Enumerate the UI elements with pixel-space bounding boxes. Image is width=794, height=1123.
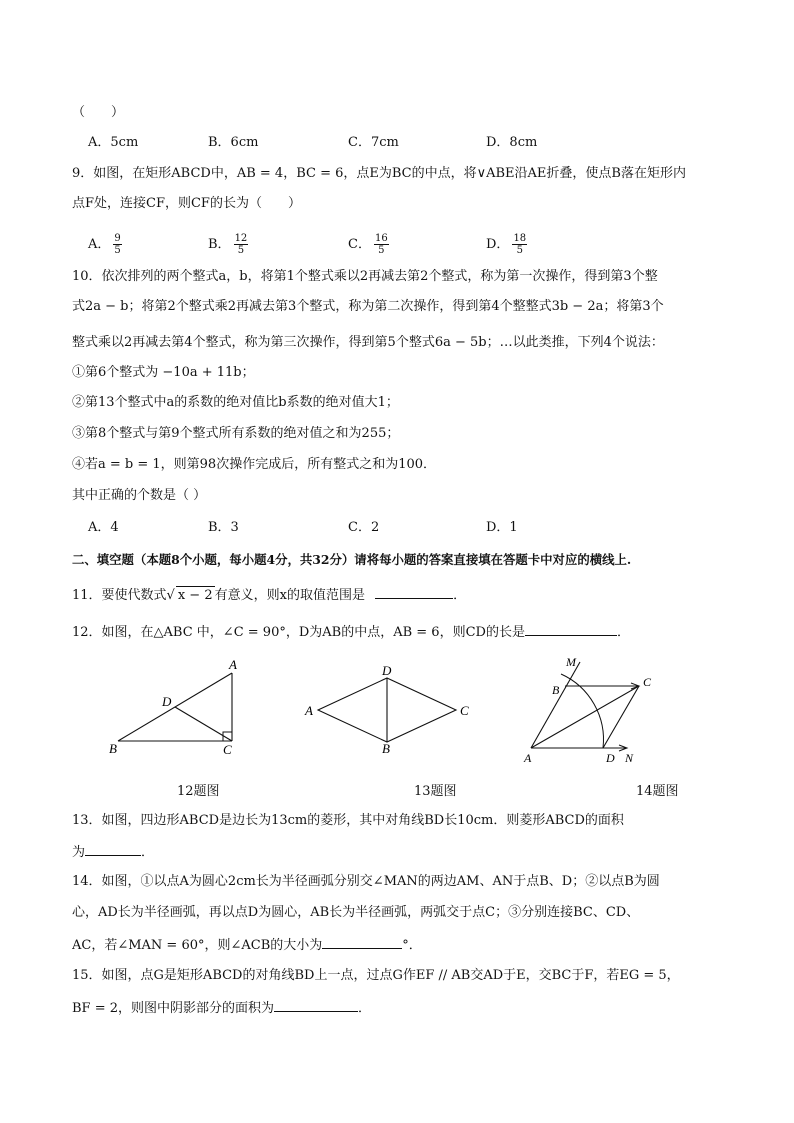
q15-answer-blank[interactable] (274, 999, 358, 1012)
fig14-caption: 14题图 (636, 784, 679, 799)
q10-statement1: ①第6个整式为 −10a + 11b； (72, 365, 255, 380)
q14-line2: 心，AD长为半径画弧，再以点D为圆心，AB长为半径画弧，两弧交于点C；③分别连接BC、CD、 (72, 905, 640, 920)
q9-option-b: B． $\frac{12}{5}$ (208, 233, 248, 256)
q12-line: 12．如图，在△ABC 中，∠C = 90°，D为AB的中点，AB = 6，则CD的长是 ． (72, 625, 630, 640)
q10-line3: 整式乘以2再减去第4个整式，称为第三次操作，得到第5个整式6a − 5b；…以此类推，下列4个说法： (72, 335, 664, 350)
figure-13 (300, 660, 480, 760)
fig12-label-a: A (229, 657, 237, 672)
q9-option-c: C． $\frac{16}{5}$ (348, 233, 388, 256)
fig14-ray-am (531, 662, 580, 748)
q13-line1: 13．如图，四边形ABCD是边长为13cm的菱形，其中对角线BD长10cm．则菱形ABCD的面积 (72, 813, 624, 828)
q12-answer-blank[interactable] (525, 623, 617, 636)
q10-options (88, 518, 728, 538)
q9-option-a: A． $\frac{9}{5}$ (88, 233, 121, 256)
fig14-label-c: C (643, 675, 652, 689)
q14-line3: AC，若∠MAN = 60°，则∠ACB的大小为 °． (72, 938, 422, 953)
q10-statement2: ②第13个整式中a的系数的绝对值比b系数的绝对值大1； (72, 395, 399, 410)
fig12-label-b: B (109, 741, 117, 756)
q9-line2: 点F处，连接CF，则CF的长为（ ） (72, 196, 301, 211)
q8-paren: （ ） (72, 105, 125, 120)
fig14-label-n: N (625, 751, 634, 765)
q13-line2: 为 ． (72, 845, 155, 860)
q10-option-d: D．1 (486, 520, 518, 535)
q8-option-d: D．8cm (486, 135, 538, 150)
fig14-label-b: B (552, 683, 560, 697)
fig13-label-b: B (382, 741, 390, 756)
q14-line1: 14．如图，①以点A为圆心2cm长为半径画弧分别交∠MAN的两边AM、AN于点B、D；②以点B为圆 (72, 874, 660, 889)
q10-option-c: C．2 (348, 520, 380, 535)
fig14-label-a: A (524, 751, 532, 765)
q10-option-b: B．3 (208, 520, 239, 535)
section-2-heading: 二、填空题（本题8个小题，每小题4分，共32分）请将每小题的答案直接填在答题卡中对应的横线上. (72, 552, 632, 567)
figure-14 (515, 650, 665, 770)
fig12-caption: 12题图 (177, 784, 220, 799)
q8-option-c: C．7cm (348, 135, 399, 150)
fig14-label-m: M (566, 655, 576, 669)
fig14-segment-cd (603, 686, 639, 748)
q10-line1: 10．依次排列的两个整式a，b，将第1个整式乘以2再减去第2个整式，称为第一次操作，得到第3个整 (72, 269, 658, 284)
fig13-caption: 13题图 (414, 784, 457, 799)
q10-question: 其中正确的个数是（ ） (72, 488, 207, 503)
fig12-label-c: C (223, 742, 232, 757)
fig12-label-d: D (162, 694, 172, 709)
fig13-label-c: C (460, 703, 469, 718)
q10-line2: 式2a − b；将第2个整式乘2再减去第3个整式，称为第二次操作，得到第4个整整式3b − 2a；将第3个 (72, 299, 664, 314)
q8-option-b: B．6cm (208, 135, 259, 150)
q10-option-a: A．4 (88, 520, 119, 535)
figure-12 (100, 655, 250, 760)
q13-answer-blank[interactable] (85, 843, 141, 856)
q10-statement4: ④若a = b = 1，则第98次操作完成后，所有整式之和为100． (72, 457, 437, 472)
fig14-label-d: D (606, 751, 615, 765)
fig13-label-d: D (382, 663, 392, 678)
fig13-label-a: A (305, 703, 313, 718)
q8-options (88, 133, 728, 153)
q8-option-a: A．5cm (88, 135, 139, 150)
q15-line1: 15．如图，点G是矩形ABCD的对角线BD上一点，过点G作EF // AB交AD于E，交BC于F，若EG = 5， (72, 968, 680, 983)
q9-option-d: D． $\frac{18}{5}$ (486, 233, 527, 256)
q11-answer-blank[interactable] (375, 586, 453, 599)
q15-line2: BF = 2，则图中阴影部分的面积为 ． (72, 1001, 372, 1016)
q9-options (88, 230, 728, 260)
q9-line1: 9．如图，在矩形ABCD中，AB = 4，BC = 6，点E为BC的中点，将∨ABE沿AE折叠，使点B落在矩形内 (72, 166, 686, 181)
q11-radicand: x − 2 (177, 588, 213, 603)
q10-statement3: ③第8个整式与第9个整式所有系数的绝对值之和为255； (72, 426, 400, 441)
q11-line: 11．要使代数式√ x − 2 有意义，则x的取值范围是 ． (72, 588, 467, 603)
fig14-segment-ac (531, 686, 639, 748)
q14-answer-blank[interactable] (322, 936, 402, 949)
